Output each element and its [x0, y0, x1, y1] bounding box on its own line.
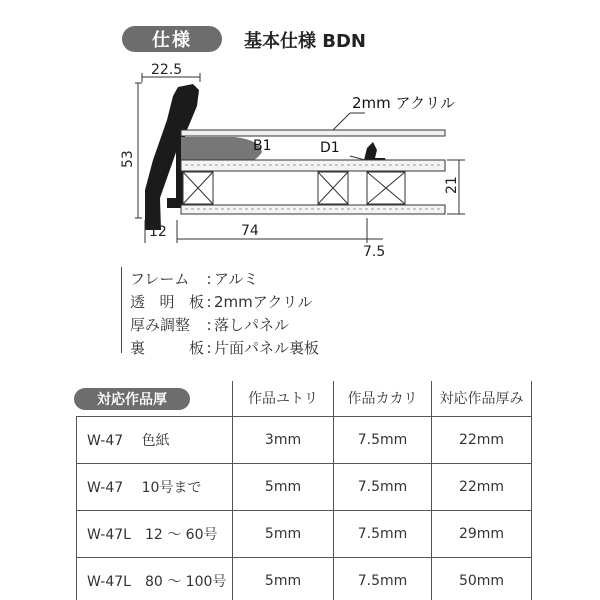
table-row	[77, 463, 532, 510]
d1-leader	[350, 156, 365, 160]
spec-label: 裏 板	[130, 339, 204, 357]
thickness-cell: 22mm	[432, 416, 532, 463]
spec-separator: :	[206, 338, 212, 357]
spec-separator: :	[206, 269, 212, 288]
page-title: 基本仕様 BDN	[244, 31, 366, 52]
product-cell: W-47L 80 ～ 100号	[77, 557, 233, 600]
d1-label: D1	[320, 140, 340, 156]
spec-divider	[121, 267, 122, 353]
frame-cross-section-diagram	[115, 60, 475, 260]
spec-label: フレーム	[130, 270, 190, 288]
dim-right-height: 21	[444, 176, 460, 194]
spec-value: 片面パネル裏板	[214, 339, 320, 357]
table-row	[77, 510, 532, 557]
product-cell: W-47 色紙	[77, 416, 233, 463]
spec-value: アルミ	[214, 270, 259, 288]
acrylic-leader	[333, 113, 350, 130]
table-row	[77, 557, 532, 600]
thickness-table	[76, 381, 532, 600]
table-header: 作品カカリ	[334, 381, 432, 416]
table-header: 対応作品厚み	[432, 381, 532, 416]
product-cell: W-47L 12 ～ 60号	[77, 510, 233, 557]
kakari-cell: 7.5mm	[334, 510, 432, 557]
kakari-cell: 7.5mm	[334, 463, 432, 510]
section-label: 仕様	[122, 26, 222, 52]
b1-label: B1	[253, 138, 272, 154]
spec-separator: :	[206, 315, 212, 334]
thickness-cell: 50mm	[432, 557, 532, 600]
product-cell: W-47 10号まで	[77, 463, 233, 510]
yutori-cell: 3mm	[233, 416, 334, 463]
yutori-cell: 5mm	[233, 510, 334, 557]
table-title: 対応作品厚	[74, 388, 190, 410]
acrylic-label: 2mm アクリル	[352, 94, 456, 112]
dim-span: 74	[241, 223, 259, 239]
thickness-cell: 22mm	[432, 463, 532, 510]
kakari-cell: 7.5mm	[334, 416, 432, 463]
acrylic-sheet	[181, 130, 445, 136]
spec-value: 2mmアクリル	[214, 293, 313, 311]
spec-row	[130, 267, 460, 290]
dim-height: 53	[120, 150, 136, 168]
dim-top-width: 22.5	[151, 62, 183, 78]
spec-separator: :	[206, 292, 212, 311]
spec-row	[130, 336, 460, 359]
dim-bottom-small: 7.5	[363, 244, 386, 260]
dim-base: 12	[149, 224, 167, 240]
kakari-cell: 7.5mm	[334, 557, 432, 600]
spec-value: 落しパネル	[214, 316, 290, 334]
spec-row	[130, 290, 460, 313]
yutori-cell: 5mm	[233, 463, 334, 510]
yutori-cell: 5mm	[233, 557, 334, 600]
spec-label: 透 明 板	[130, 293, 204, 311]
spec-label: 厚み調整	[130, 316, 191, 334]
spec-row	[130, 313, 460, 336]
table-row	[77, 416, 532, 463]
spec-list	[130, 267, 460, 359]
thickness-cell: 29mm	[432, 510, 532, 557]
table-header: 作品ユトリ	[233, 381, 334, 416]
